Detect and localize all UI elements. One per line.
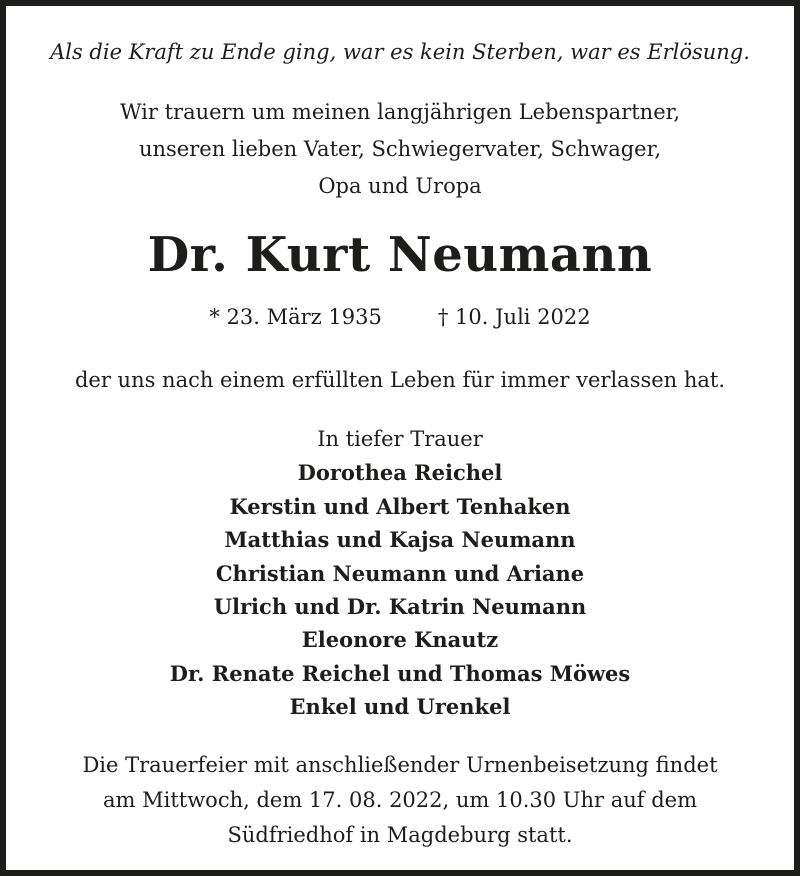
ceremony-line: am Mittwoch, dem 17. 08. 2022, um 10.30 Uhr auf dem: [103, 788, 697, 812]
intro-line: unseren lieben Vater, Schwiegervater, Schwager,: [138, 137, 662, 161]
ceremony-line: Südfriedhof in Magdeburg statt.: [227, 823, 573, 847]
mourner-name: Christian Neumann und Ariane: [215, 560, 585, 586]
deceased-name: Dr. Kurt Neumann: [147, 227, 653, 283]
mourner-name: Matthias und Kajsa Neumann: [224, 527, 576, 553]
mourner-name: Dr. Renate Reichel und Thomas Möwes: [169, 660, 631, 686]
intro-line: Opa und Uropa: [318, 174, 482, 198]
mourning-lead: In tiefer Trauer: [317, 427, 483, 451]
mourners-list: [6, 423, 794, 724]
life-dates: [6, 300, 794, 334]
mourner-name: Kerstin und Albert Tenhaken: [229, 493, 571, 519]
mourner-name: Dorothea Reichel: [297, 460, 503, 486]
mourner-name: Ulrich und Dr. Katrin Neumann: [213, 594, 587, 620]
statement-text: der uns nach einem erfüllten Leben für immer verlassen hat.: [74, 368, 726, 392]
intro-text: [6, 94, 794, 205]
mourner-name: Eleonore Knautz: [301, 627, 499, 653]
intro-line: Wir trauern um meinen langjährigen Lebenspartner,: [119, 100, 681, 124]
ceremony-line: Die Trauerfeier mit anschließender Urnenbeisetzung findet: [82, 753, 718, 777]
mourner-name: Enkel und Urenkel: [289, 694, 511, 720]
death-date: † 10. Juli 2022: [437, 305, 591, 329]
motto-quote: Als die Kraft zu Ende ging, war es kein Sterben, war es Erlösung.: [50, 40, 750, 64]
ceremony-info: [6, 748, 794, 853]
birth-date: * 23. März 1935: [209, 305, 382, 329]
